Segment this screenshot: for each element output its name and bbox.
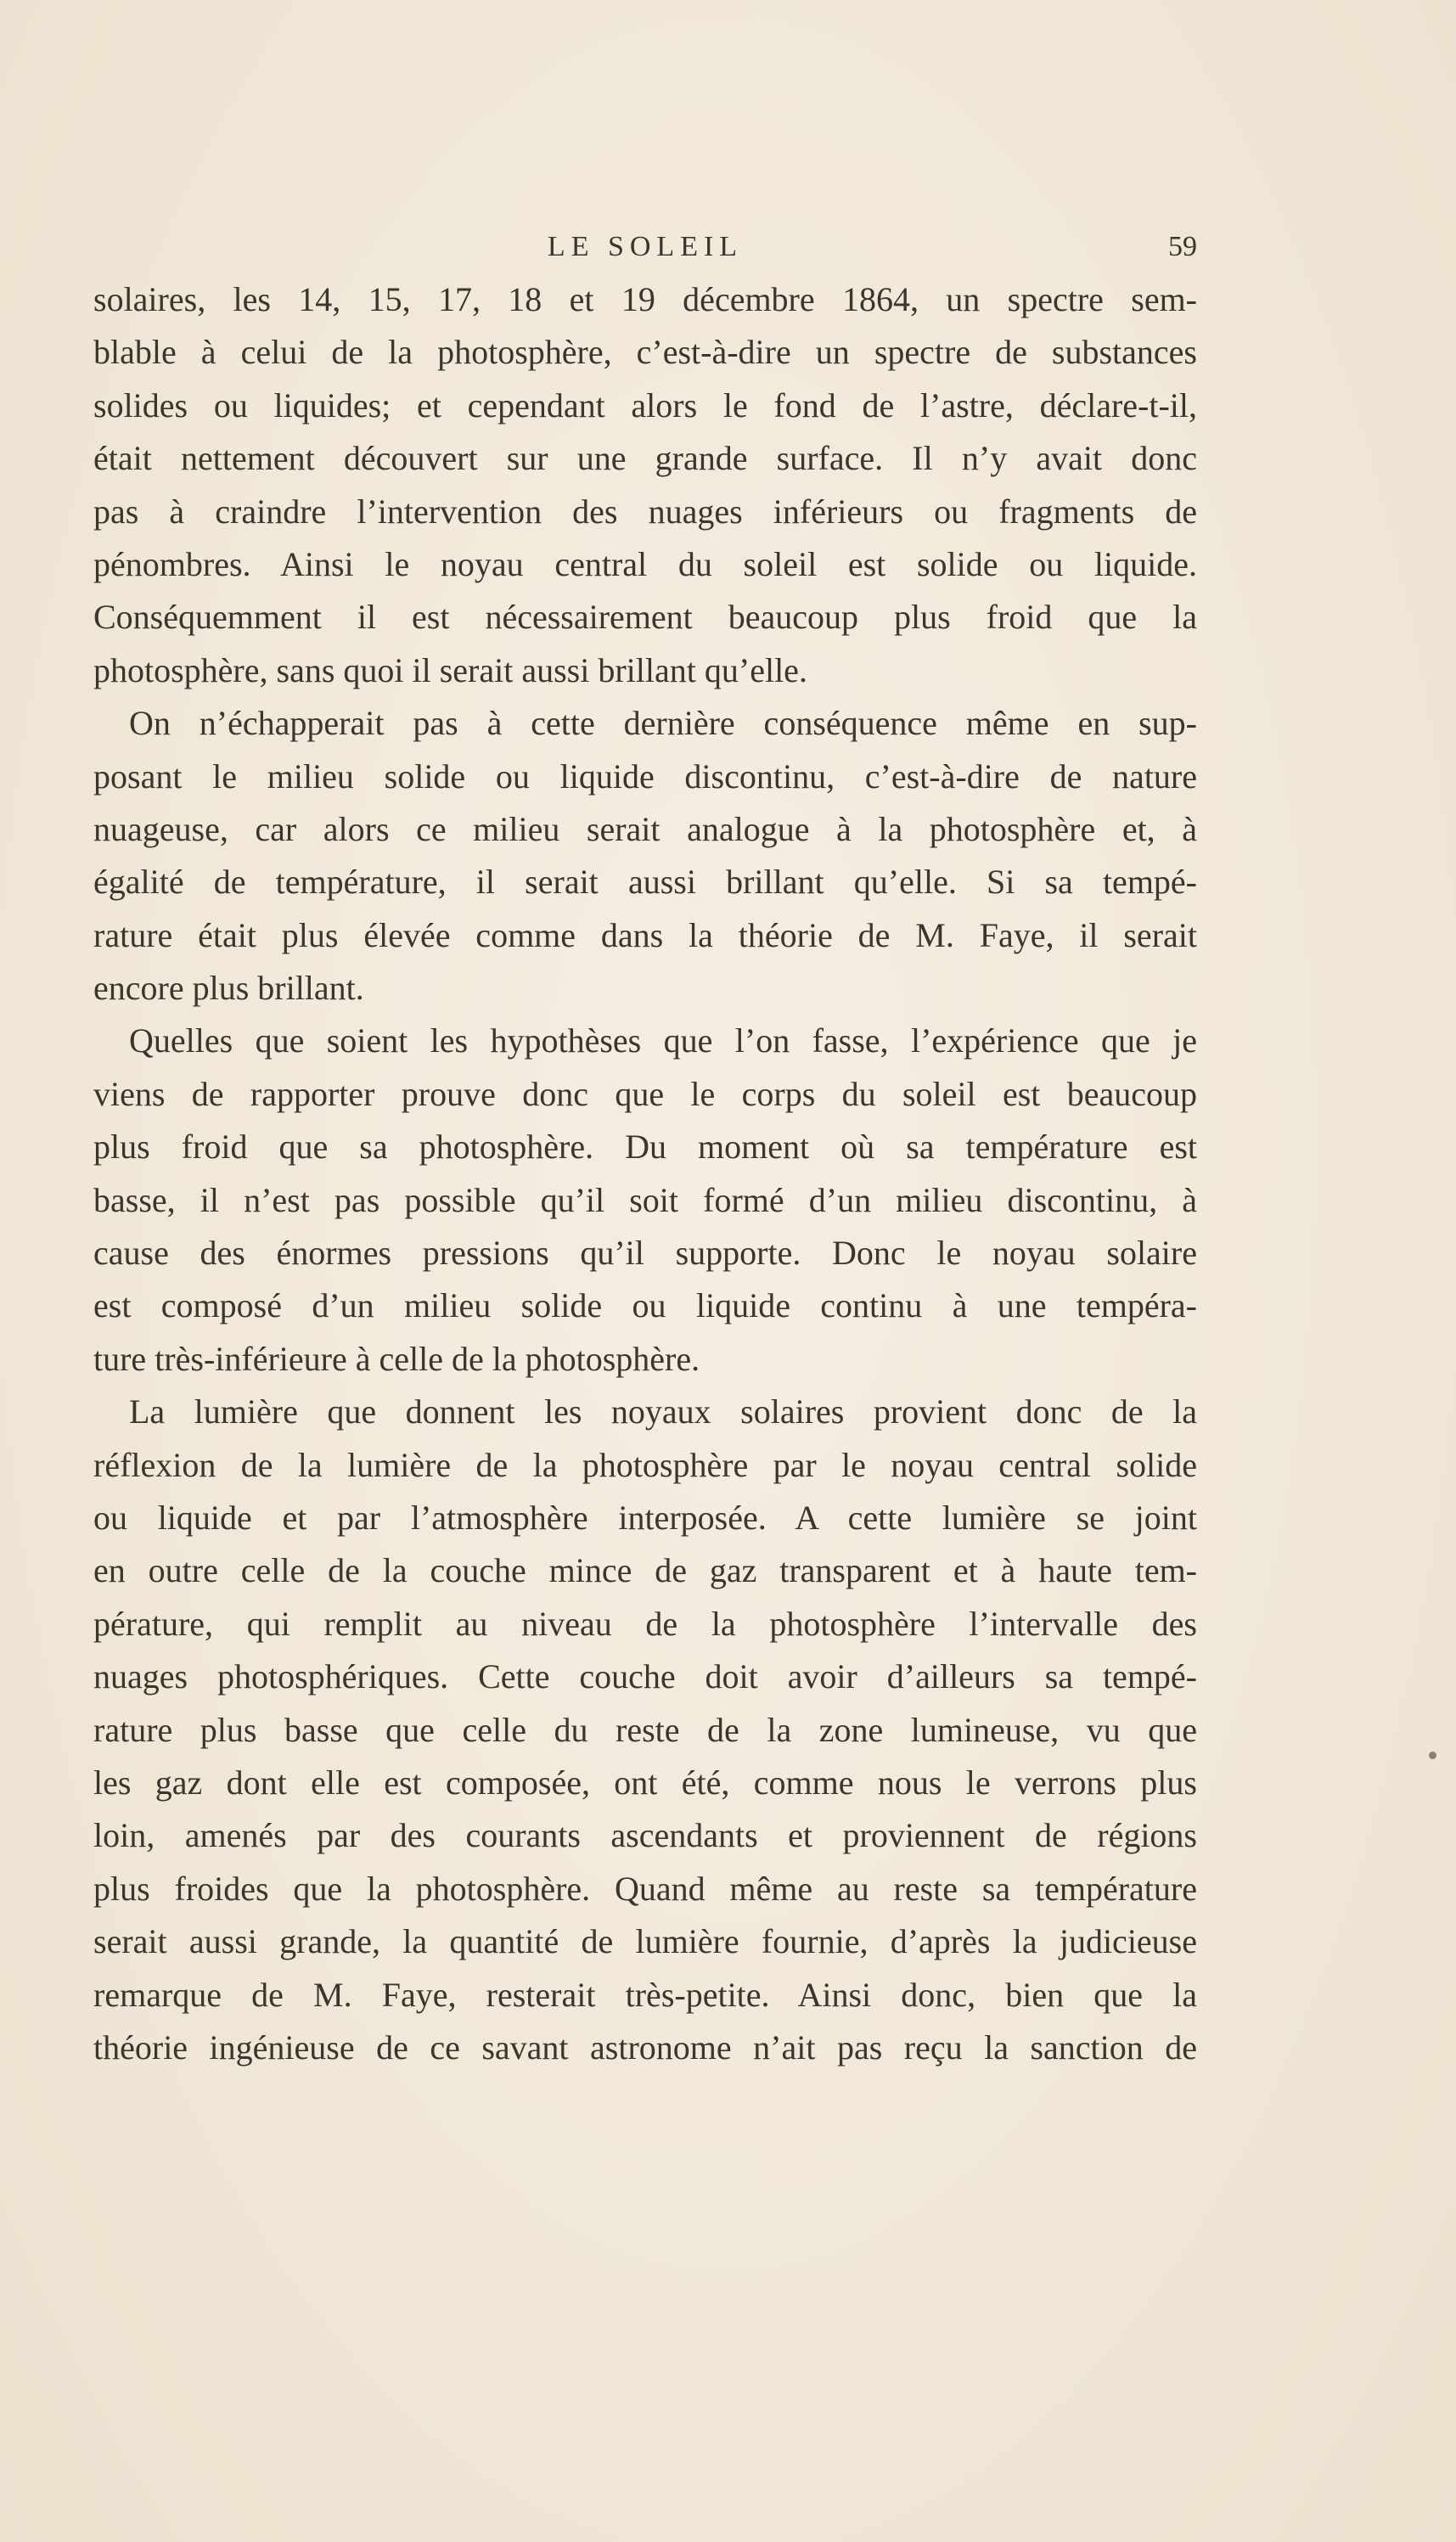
text-line: pas à craindre l’intervention des nuages inférieurs ou fragments de xyxy=(93,492,1197,531)
text-line: cause des énormes pressions qu’il supporte. Donc le noyau solaire xyxy=(93,1234,1197,1273)
page-number: 59 xyxy=(1168,231,1197,262)
text-line: basse, il n’est pas possible qu’il soit formé d’un milieu discontinu, à xyxy=(93,1180,1197,1219)
text-line: théorie ingénieuse de ce savant astronome n’ait pas reçu la sanction de xyxy=(93,2027,1197,2067)
text-line: égalité de température, il serait aussi brillant qu’elle. Si sa tempé- xyxy=(93,863,1197,902)
text-line: pénombres. Ainsi le noyau central du soleil est solide ou liquide. xyxy=(93,544,1197,583)
text-line: était nettement découvert sur une grande surface. Il n’y avait donc xyxy=(93,439,1197,478)
text-line: les gaz dont elle est composée, ont été, comme nous le verrons plus xyxy=(93,1763,1197,1802)
text-line: viens de rapporter prouve donc que le corps du soleil est beaucoup xyxy=(93,1074,1197,1113)
text-line: rature plus basse que celle du reste de la zone lumineuse, vu que xyxy=(93,1710,1197,1749)
running-title: LE SOLEIL xyxy=(547,231,744,262)
text-line: rature était plus élevée comme dans la théorie de M. Faye, il serait xyxy=(93,915,1197,954)
text-line: ture très-inférieure à celle de la photosphère. xyxy=(93,1339,700,1378)
text-line: plus froides que la photosphère. Quand même au reste sa température xyxy=(93,1869,1197,1908)
text-line: en outre celle de la couche mince de gaz transparent et à haute tem- xyxy=(93,1551,1197,1590)
text-line: Quelles que soient les hypothèses que l’on fasse, l’expérience que je xyxy=(129,1021,1197,1060)
text-line: nuageuse, car alors ce milieu serait analogue à la photosphère et, à xyxy=(93,809,1197,848)
text-line: pérature, qui remplit au niveau de la photosphère l’intervalle des xyxy=(93,1604,1197,1643)
text-line: posant le milieu solide ou liquide discontinu, c’est-à-dire de nature xyxy=(93,756,1197,796)
text-line: serait aussi grande, la quantité de lumière fournie, d’après la judicieuse xyxy=(93,1922,1197,1961)
text-line: loin, amenés par des courants ascendants et proviennent de régions xyxy=(93,1816,1197,1855)
text-line: solides ou liquides; et cependant alors le fond de l’astre, déclare-t-il, xyxy=(93,385,1197,425)
text-line: solaires, les 14, 15, 17, 18 et 19 décembre 1864, un spectre sem- xyxy=(93,280,1197,318)
ink-speck xyxy=(1429,1752,1436,1759)
page-header xyxy=(93,231,1197,273)
text-line: réflexion de la lumière de la photosphère par le noyau central solide xyxy=(93,1445,1197,1484)
text-line: blable à celui de la photosphère, c’est-à-dire un spectre de substances xyxy=(93,333,1197,372)
text-line: remarque de M. Faye, resterait très-petite. Ainsi donc, bien que la xyxy=(93,1975,1197,2014)
text-line: photosphère, sans quoi il serait aussi brillant qu’elle. xyxy=(93,650,807,689)
text-line: est composé d’un milieu solide ou liquide continu à une tempéra- xyxy=(93,1286,1197,1325)
text-line: On n’échapperait pas à cette dernière conséquence même en sup- xyxy=(129,704,1197,743)
text-line: Conséquemment il est nécessairement beaucoup plus froid que la xyxy=(93,598,1197,637)
text-line: nuages photosphériques. Cette couche doit avoir d’ailleurs sa tempé- xyxy=(93,1657,1197,1696)
text-line: ou liquide et par l’atmosphère interposée. A cette lumière se joint xyxy=(93,1498,1197,1537)
body-text xyxy=(93,273,1197,2074)
text-line: encore plus brillant. xyxy=(93,969,364,1008)
text-line: plus froid que sa photosphère. Du moment où sa température est xyxy=(93,1128,1197,1167)
text-line: La lumière que donnent les noyaux solaires provient donc de la xyxy=(129,1392,1197,1431)
